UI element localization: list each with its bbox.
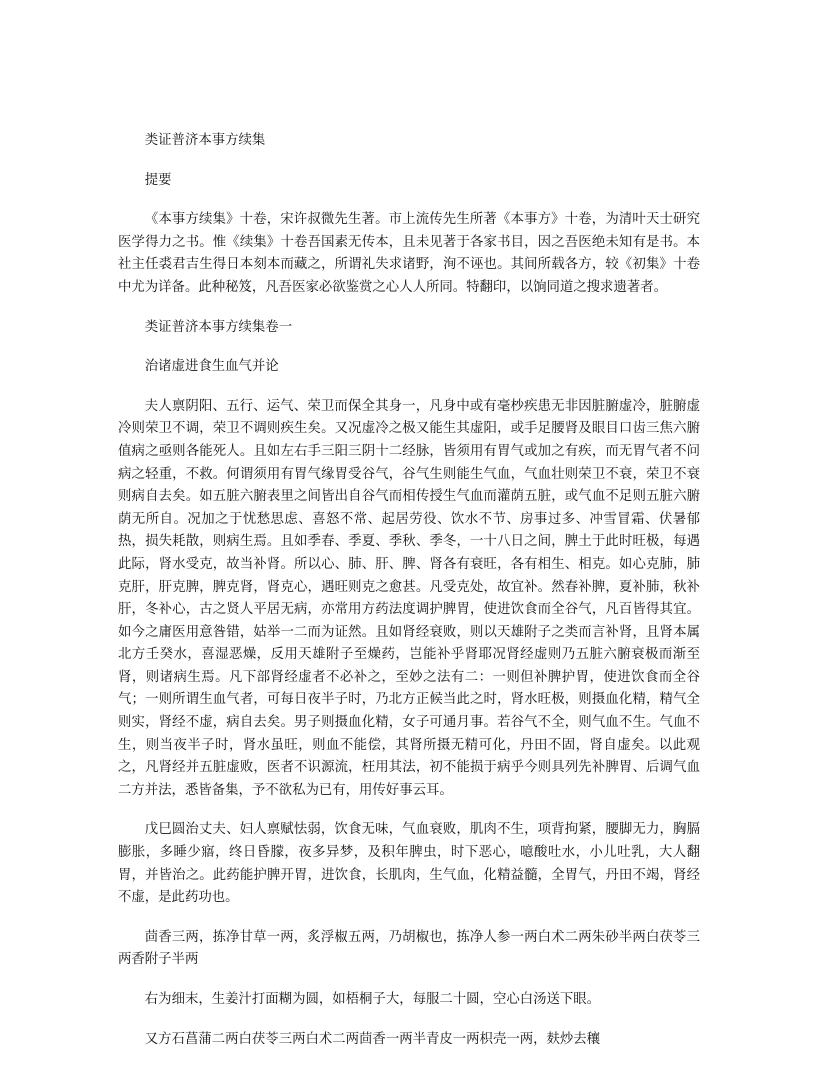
volume-heading: 类证普济本事方续集卷一 (144, 319, 293, 335)
book-title: 类证普济本事方续集 (144, 133, 266, 148)
ingredients-paragraph: 茴香三两，拣净甘草一两，炙浮椒五两，乃胡椒也，拣净人参一两白术二两朱砂半两白茯苓三两香附子半两 (118, 929, 700, 968)
preface-heading: 提要 (144, 172, 172, 188)
discussion-paragraph: 夫人禀阴阳、五行、运气、荣卫而保全其身一，凡身中或有毫杪疾患无非因脏腑虚冷，脏腑虚冷则荣卫不调，荣卫不调则疾生矣。又况虚冷之极又能生其虚阳，或手足腰肾及眼目口齿三焦六腑值病之亟则各能死人。且如左右手三阳三阴十二经脉，皆须用有胃气或加之有疾，而无胃气者不问病之轻重，不救。何谓须用有胃气缘胃受谷气，谷气生则能生气血，气血壮则荣卫不衰，荣卫不衰则病自去矣。如五脏六腑表里之间皆出自谷气而相传授生气血而灌荫五脏，或气血不足则五脏六腑荫无所自。况加之于忧愁思虑、喜怒不常、起居劳役、饮水不节、房事过多、冲雪冒霜、伏暑郁热，损失耗散，则病生焉。且如季春、季夏、季秋、季冬，一十八日之间，脾土于此时旺极，每遇此际，肾水受克，故当补肾。所以心、肺、肝、脾、肾各有衰旺，各有相生、相克。如心克肺，肺克肝，肝克脾，脾克肾，肾克心，遇旺则克之愈甚。凡受克处，故宜补。然春补脾，夏补肺，秋补肝，冬补心，古之贤人平居无病，亦常用方药法度调护脾胃，使进饮食而全谷气，凡百皆得其宜。如今之庸医用意昝错，姑举一二而为证然。且如肾经衰败，则以天雄附子之类而言补肾，且肾本属北方壬癸水，喜湿恶燥，反用天雄附子至燥药，岂能补乎肾耶况肾经虚则乃五脏六腑衰极而渐至肾，则诸病生焉。凡下部肾经虚者不必补之，至妙之法有二：一则但补脾护胃，使进饮食而全谷气；一则所谓生血气者，可每日夜半子时，乃北方正候当此之时，肾水旺极，则摄血化精，精气全则实，肾经不虚，病自去矣。男子则摄血化精，女子可通月事。若谷气不全，则气血不生。气血不生，则当夜半子时，肾水虽旺，则血不能偿，其肾所摄无精可化，丹田不固，肾自虚矣。以此观之，凡肾经并五脏虚败，医者不识源流，枉用其法，初不能损于病乎今则具列先补脾胃、后调气血二方并法，悉皆备集，予不欲私为已有，用传好事云耳。 (118, 398, 700, 798)
preface-paragraph: 《本事方续集》十卷，宋许叔微先生著。市上流传先生所著《本事方》十卷，为清叶天士研究医学得力之书。惟《续集》十卷吾国素无传本，且未见著于各家书目，因之吾医绝未知有是书。本社主任裘君吉生得日本刻本而藏之，所谓礼失求诸野，洵不诬也。其间所载各方，较《初集》十卷中尤为详备。此种秘笈，凡吾医家必欲鉴赏之心人人所同。特翻印，以饷同道之搜求遗著者。 (118, 212, 700, 295)
preparation-paragraph: 右为细末，生姜汁打面糊为圆，如梧桐子大，每服二十圆，空心白汤送下眼。 (144, 992, 601, 1007)
section-heading: 治诸虚进食生血气并论 (144, 359, 279, 375)
next-formula-paragraph: 又方石菖蒲二两白茯苓三两白术二两茴香一两半青皮一两枳壳一两，麸炒去穰 (144, 1031, 601, 1047)
indications-paragraph: 戊巳圆治丈夫、妇人禀赋怯弱，饮食无味，气血衰败，肌肉不生，项背拘紧，腰脚无力，胸膈膨胀，多睡少寤，终日昏朦，夜多异梦，及积年脾虫，时下恶心，噫酸吐水，小儿吐乳，大人翻胃，并皆治之。此药能护脾开胃，进饮食，长肌肉，生气血，化精益髓，全胃气，丹田不竭，肾经不虚，是此药功也。 (118, 822, 700, 906)
document-page (118, 130, 700, 1068)
